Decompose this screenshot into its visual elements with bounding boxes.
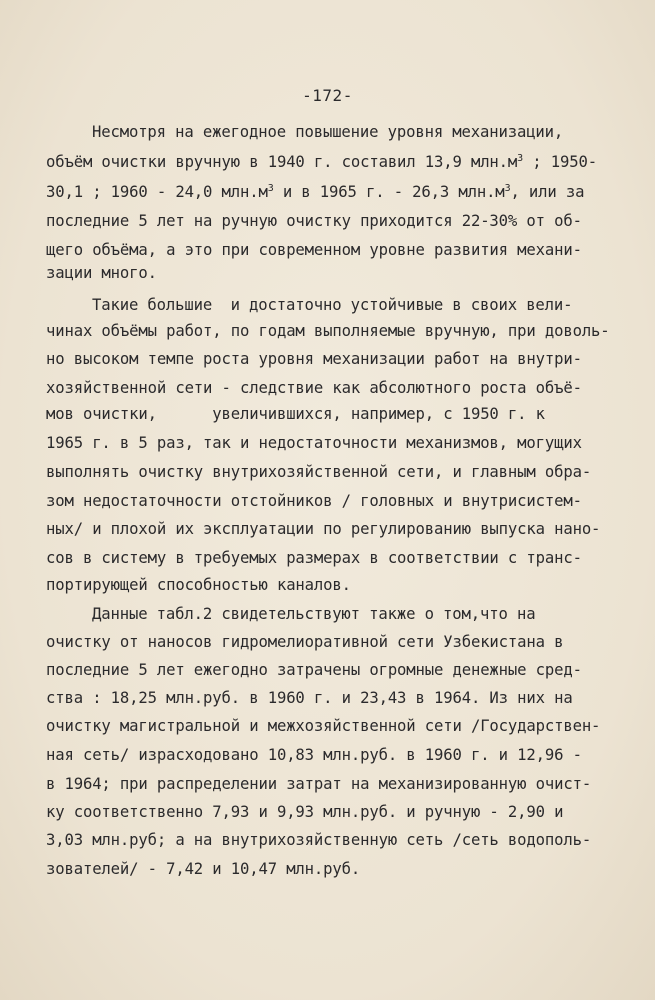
text-line: ства : 18,25 млн.руб. в 1960 г. и 23,43 в 1964. Из них на [46, 689, 573, 707]
text-line: в 1964; при распределении затрат на механизированную очист- [46, 775, 592, 793]
text-line: зователей/ - 7,42 и 10,47 млн.руб. [46, 860, 361, 878]
text-line: Несмотря на ежегодное повышение уровня механизации, [92, 123, 564, 141]
text-line: Такие большие и достаточно устойчивые в своих вели- [92, 296, 573, 314]
text-line: щего объёма, а это при современном уровне развития механи- [46, 241, 582, 259]
text-line: зом недостаточности отстойников / головных и внутрисистем- [46, 492, 582, 510]
text-line: зации много. [46, 264, 157, 282]
superscript: 3 [504, 183, 511, 194]
text-line: портирующей способностью каналов. [46, 576, 351, 594]
text-line [46, 183, 584, 201]
text-line [46, 153, 597, 171]
text-line: Данные табл.2 свидетельствуют также о том,что на [92, 605, 536, 623]
text-line: 1965 г. в 5 раз, так и недостаточности механизмов, могущих [46, 434, 582, 452]
text-line: 3,03 млн.руб; а на внутрихозяйственную сеть /сеть водополь- [46, 831, 592, 849]
text-line: ная сеть/ израсходовано 10,83 млн.руб. в 1960 г. и 12,96 - [46, 746, 582, 764]
text-line: выполнять очистку внутрихозяйственной сети, и главным обра- [46, 463, 592, 481]
text-line: последние 5 лет ежегодно затрачены огромные денежные сред- [46, 661, 582, 679]
text-line: сов в систему в требуемых размерах в соответствии с транс- [46, 549, 582, 567]
text-line: ных/ и плохой их эксплуатации по регулированию выпуска нано- [46, 520, 601, 538]
text-line: очистку магистральной и межхозяйственной сети /Государствен- [46, 717, 601, 735]
text-line: ку соответственно 7,93 и 9,93 млн.руб. и ручную - 2,90 и [46, 803, 564, 821]
text-line: мов очистки, увеличившихся, например, с 1950 г. к [46, 405, 545, 423]
text-fragment: объём очистки вручную в 1940 г. составил 13,9 млн.м [46, 153, 518, 171]
text-fragment: и в 1965 г. - 26,3 млн.м [273, 183, 505, 201]
text-fragment: ; 1950- [523, 153, 597, 171]
text-line: последние 5 лет на ручную очистку приходится 22-30% от об- [46, 212, 582, 230]
page-number: -172- [302, 86, 353, 105]
superscript: 3 [517, 153, 524, 164]
text-line: чинах объёмы работ, по годам выполняемые вручную, при доволь- [46, 322, 610, 340]
text-fragment: 30,1 ; 1960 - 24,0 млн.м [46, 183, 268, 201]
text-line: но высоком темпе роста уровня механизации работ на внутри- [46, 350, 582, 368]
text-fragment: , или за [510, 183, 585, 201]
text-line: очистку от наносов гидромелиоративной сети Узбекистана в [46, 633, 564, 651]
superscript: 3 [267, 183, 274, 194]
text-line: хозяйственной сети - следствие как абсолютного роста объё- [46, 379, 582, 397]
